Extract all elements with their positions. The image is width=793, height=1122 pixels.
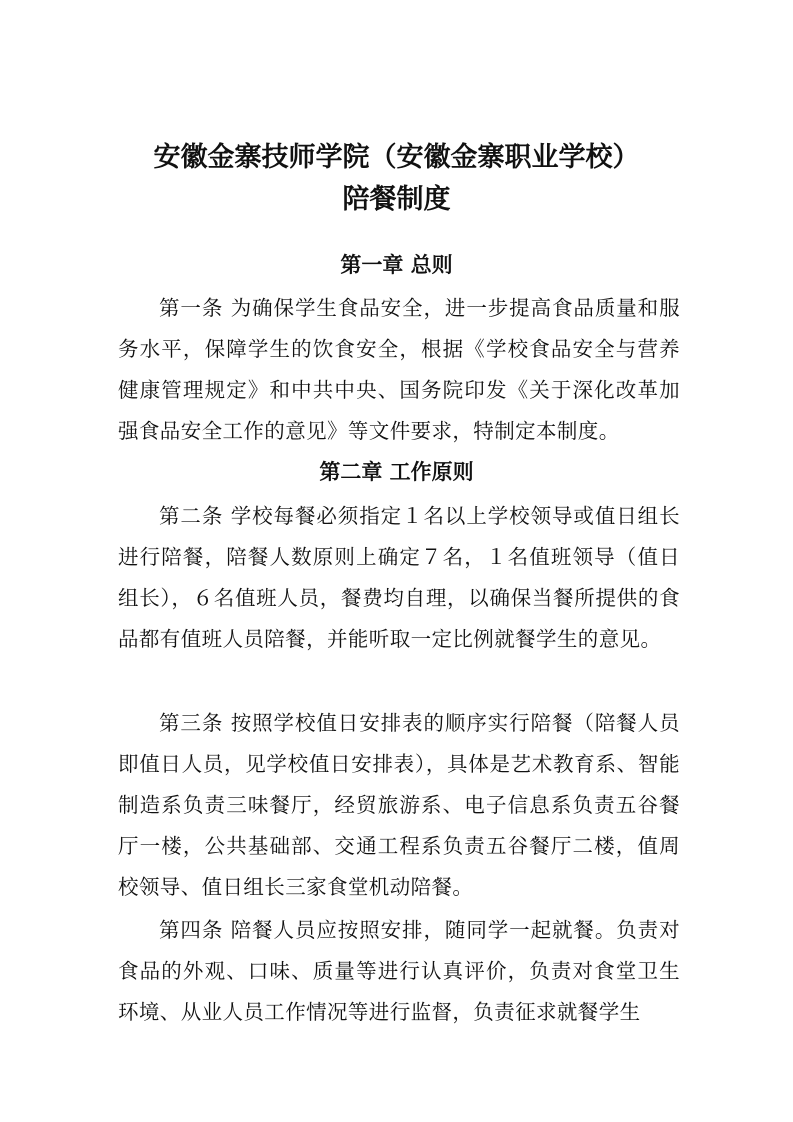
document-title-line2: 陪餐制度 <box>342 184 451 215</box>
article-four-paragraph: 第四条 陪餐人员应按照安排，随同学一起就餐。负责对食品的外观、口味、质量等进行认真评价，负责对食堂卫生环境、从业人员工作情况等进行监督，负责征求就餐学生 <box>118 918 680 1024</box>
article-one-paragraph: 第一条 为确保学生食品安全，进一步提高食品质量和服务水平，保障学生的饮食安全，根据《学校食品安全与营养健康管理规定》和中共中央、国务院印发《关于深化改革加强食品安全工作的意见》等文件要求，特制定本制度。 <box>118 296 680 443</box>
chapter-two-heading: 第二章 工作原则 <box>319 460 474 484</box>
document-title-line1: 安徽金寨技师学院（安徽金寨职业学校） <box>153 142 640 173</box>
article-two-paragraph: 第二条 学校每餐必须指定１名以上学校领导或值日组长进行陪餐，陪餐人数原则上确定７名，１名值班领导（值日组长），６名值班人员，餐费均自理，以确保当餐所提供的食品都有值班人员陪餐，并能听取一定比例就餐学生的意见。 <box>118 504 680 651</box>
article-three-paragraph: 第三条 按照学校值日安排表的顺序实行陪餐（陪餐人员即值日人员，见学校值日安排表），具体是艺术教育系、智能制造系负责三味餐厅，经贸旅游系、电子信息系负责五谷餐厅一楼，公共基础部、交通工程系负责五谷餐厅二楼，值周校领导、值日组长三家食堂机动陪餐。 <box>118 711 680 899</box>
chapter-one-heading: 第一章 总则 <box>340 253 453 277</box>
